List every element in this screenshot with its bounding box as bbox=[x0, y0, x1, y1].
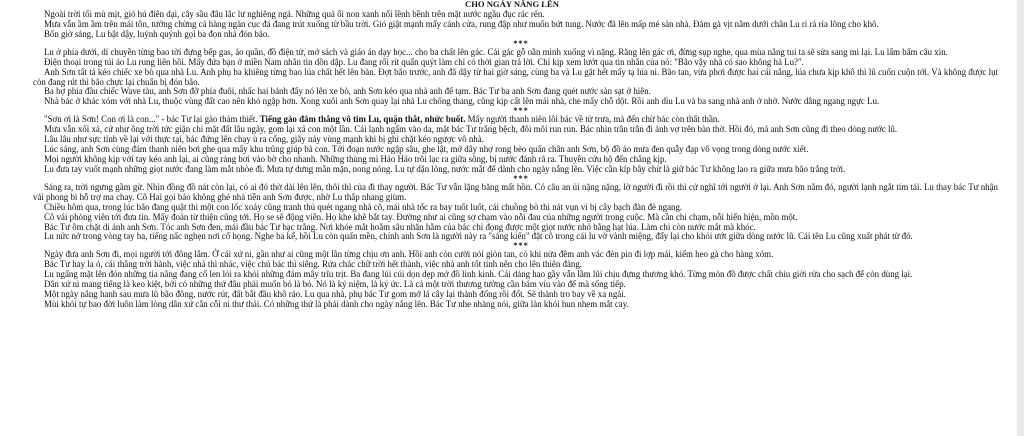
story-paragraph: Ngoài trời tối mù mịt, gió hú điên dại, cây sầu đâu lắc lư nghiêng ngả. Những quả ổi non xanh nổi lềnh bềnh trên mặt nước ngầu đục rác rến. bbox=[44, 9, 545, 19]
paragraph-bold-text: Tiếng gào đâm thẳng vô tim Lu, quặn thắt, nhức buốt. bbox=[259, 114, 466, 125]
paragraph-tail-text: Mấy người thanh niên lôi bác về từ trưa, mà đến chừ bác còn thất thần. bbox=[465, 114, 720, 125]
story-paragraph: Dân xứ ni mang tiếng là keo kiệt, bởi có những thứ đâu phải muốn bỏ là bỏ. Nó là ký niệm, là ký ức. Là cả một trời thương tưởng cần bám víu vào để mà sống tiếp. bbox=[44, 279, 626, 290]
story-paragraph: Chiều hôm qua, trong lúc bão đang quật thì một con lốc xoáy cũng tranh thủ quét ngang nhà cô, mái nhà tốc ra bay tuốt luốt, cái chuồng bò thì nát vụn vì bị cây bạch đàn đè ngang. bbox=[44, 201, 683, 212]
story-paragraph: Điện thoại trong túi áo Lu rung liên hồi. Mấy đứa bạn ở miền Nam nhắn tin dồn dập. Lu đang rối rít quấn quýt làm chỉ có thời gian trả lời. Chỉ kịp xem lướt qua tin nhắn của nó: "Bão vậy nhà có sao không hả Lu?". bbox=[44, 56, 804, 67]
story-paragraph: Lúc sáng, anh Sơn cùng đám thanh niên bơi ghe qua mấy khu trũng giúp bà con. Tới đoạn nước ngập sâu, ghe lật, mở dây nhợ rong bèo quấn chân anh Sơn, bộ đồ áo mưa đen quẫy đạp vô vọng trong dòng nước xiết. bbox=[44, 144, 809, 155]
story-paragraph: Mưa vẫn xối xả, cứ như ông trời tức giận chi mặt đất lâu ngày, gom lại xả con một lần. Cái lạnh ngấm vào da, mặt bác Tư trắng bệch, đôi môi run run. Bác nhìn trân trân đi ảnh vợ trên bàn thờ. Hồi đó, má anh Sơn cũng đi theo dòng nước lũ. bbox=[44, 124, 898, 135]
story-paragraph: Anh Sơn tất tả kéo chiếc xe bò qua nhà Lu. Anh phụ ba khiêng từng bao lúa chất hết lên bàn. Đợt bão trước, anh đã dậy từ hai giờ sáng, cùng ba và Lu gặt hết mấy tạ lúa ni. Bão tan, vừa phơi được hai cái nắng, lúa chưa kịp khô thì lũ cuốn cuộn tới. Và không được lụt còn đang rút thì bão chực lại chuẩn bị đón bão. bbox=[33, 66, 998, 87]
story-paragraph: Lâu lâu như sực tỉnh về lại với thực tại, bác đứng lên chạy ù ra cổng, giãy nảy vùng mạnh khi bị ghì chặt kéo ngược vô nhà. bbox=[44, 134, 484, 145]
story-paragraph: Mưa vẫn ầm ầm trên mái tôn, tưởng chừng cả hàng ngàn cục đá đang trút xuống từ bầu trời. Gió giật mạnh mấy cánh cửa, rung đập như muốn bứt tung. Nước đã lên mấp mé sàn nhà. Đám gà vịt nằm dưới chân Lu rỉ rả rỉa lông cho khô. bbox=[44, 18, 879, 29]
story-paragraph: Một ngày nắng hanh sau mưa lũ bão đông, nước rút, đất bắt đầu khô ráo. Lu qua nhà, phụ bác Tư gom mớ lá cây lại thành đống rồi đốt. Sẽ thành tro bay về xa ngái. bbox=[44, 289, 626, 300]
story-paragraph: Ngày đưa anh Sơn đi, mọi người tới đông lắm. Ở cái xứ ni, gần như ai cũng một lần từng chịu ơn anh. Hồi anh còn cười nói giòn tan, có khi nửa đêm anh vác đèn pin đi lợp mái, kiếm heo gà cho hàng xóm. bbox=[44, 249, 774, 260]
story-paragraph: Cô vái phòng viên tới đưa tin. Mấy đoàn từ thiện cũng tới. Họ se sẽ động viên. Họ khe khẽ bắt tay. Đường như ai cũng sợ chạm vào nỗi đau của những người trong cuộc. Mà cần chi chạm, nỗi hiển hiện, mồn một. bbox=[44, 211, 798, 222]
story-paragraph: Mọi người không kịp với tay kéo anh lại, ai cũng rảng bơi vào bờ cho nhanh. Những thùng mì Hảo Hảo trôi lạc ra giữa sông, bị nước đánh rã ra. Thuyền cứu hộ đến chẳng kịp. bbox=[44, 153, 667, 164]
section-separator: *** bbox=[513, 241, 529, 251]
page-edge-shadow bbox=[1017, 0, 1024, 436]
story-paragraph: Nhà bác ở khác xóm với nhà Lu, thuộc vùng đất cao nên khó ngập hơn. Xong xuôi anh Sơn quay lại nhà Lu chống thang, cũng kịp cất lên mái nhà, che mấy chỗ dột. Rồi anh dìu Lu và ba sang nhà anh ở nhờ. Nước dâng ngang ngực Lu. bbox=[44, 96, 880, 107]
story-paragraph: Bác Tư ôm chặt di ảnh anh Sơn. Tóc anh Sơn đen, mái đầu bác Tư bạc trắng. Nơi khóe mắt hoằm sâu nhăn hằm của bác chỉ đọng được một giọt nước nhỏ bằng hạt lúa. Làm chi còn nước mắt mà khóc. bbox=[44, 221, 756, 232]
story-body bbox=[33, 10, 998, 310]
story-paragraph: Bốn giờ sáng, Lu bật dậy, luýnh quýnh gọi ba đọn nhà đón bão. bbox=[44, 28, 270, 39]
story-title: CHO NGÀY NẮNG LÊN bbox=[465, 0, 559, 9]
section-separator: *** bbox=[513, 38, 529, 48]
story-paragraph: Bác Tư hay la ó, cái thằng trời hành, việc nhà thì nhác, việc chủ bác thì siêng. Rửa chác chữ trời hết thành, việc nhà anh tốt tính nên cho lên thiên đàng. bbox=[44, 259, 582, 270]
paragraph-lead-text: "Sơn ơi là Sơn! Con ơi là con..." - bác Tư lại gào thảm thiết. bbox=[44, 114, 260, 125]
section-separator: *** bbox=[513, 173, 529, 183]
story-paragraph: Lu ở phía dưới, dí chuyền từng bao tời đựng bếp gas, áo quần, đồ điện tử, mớ sách và giáo án dạy học... cho ba chất lên gác. Cái gác gỗ oằn mình xuống vì nặng. Răng lên gác ơi, đừng sụp nghe, qua mùa nắng tui ta sẽ sửa sang mi lại. Lu lẩm bẩm câu xin. bbox=[44, 46, 948, 57]
story-paragraph: Lu đưa tay vuốt mạnh những giọt nước đang làm mắt nhòe đi. Mưa tự dưng mằn mặn, nong nóng. Lu tự dặn lòng, nước mắt để dành cho ngày nắng lên. Việc cần kíp bây chừ là giữ bác Tư không lao ra giữa mưa bão trắng trời. bbox=[44, 163, 846, 174]
story-paragraph: Ba bợ phía đầu chiếc Wave tàu, anh Sơn đỡ phía đuôi, nhấc hai bánh đẩy nó lên xe bò, anh Sơn kéo qua nhà anh để tạm. Bác Tư ba anh Sơn đang quét nước sàn sạt ở hiên. bbox=[44, 86, 651, 97]
story-paragraph: Lu nức nở trong vòng tay ba, tiếng nấc nghẹn nơi cổ họng. Nghe ba kể, hồi Lu còn quấn mền, chính anh Sơn là người này ra "sáng kiến" đặt cô trong cái lu vờ vành miệng, đẩy lại cho khỏi ướt giữa dòng nước lũ. Cái tên Lu cũng xuất phát từ đó. bbox=[44, 231, 913, 242]
story-paragraph: Lu ngẩng mặt lên đón những tia nắng đang cố len lỏi ra khỏi những đám mây trĩu trịt. Ba đang lúi cúi dọn dẹp mớ đồ linh kinh. Cái dáng hao gầy vẫn lầm lũi chịu đựng thương khó. Từng món đồ được chất chiu giời rửa cho sạch để còn dùng lại. bbox=[44, 269, 913, 280]
story-paragraph: Mùi khói tự bao đời luôn làm lòng dân xứ cằn cỗi ni thư thái. Có những thứ là phải dành cho ngày nắng lên. Bác Tư nhe nhàng nói, giữa làn khói hun nhem mắt cay. bbox=[44, 298, 629, 309]
story-paragraph: Sáng ra, trời ngưng gầm gừ. Nhìn đồng đồ nát còn lại, có ai đó thờ dài lên lên, thôi thì của đi thay người. Bác Tư vẫn lặng băng mất hồn. Có câu an ủi nặng nặng, lờ người đi rồi thì cứ nghĩ tới người ở lại. Anh Sơn nằm đó, người lạnh ngắt tím tái. Lu thay bác Tư nhận vái phong bì hỗ trợ ma chay. Cô Hai gọi bảo không ghé nhà tiễn anh Sơn được, nhờ Lu thắp nhang giùm. bbox=[33, 181, 998, 202]
section-separator: *** bbox=[513, 106, 529, 116]
